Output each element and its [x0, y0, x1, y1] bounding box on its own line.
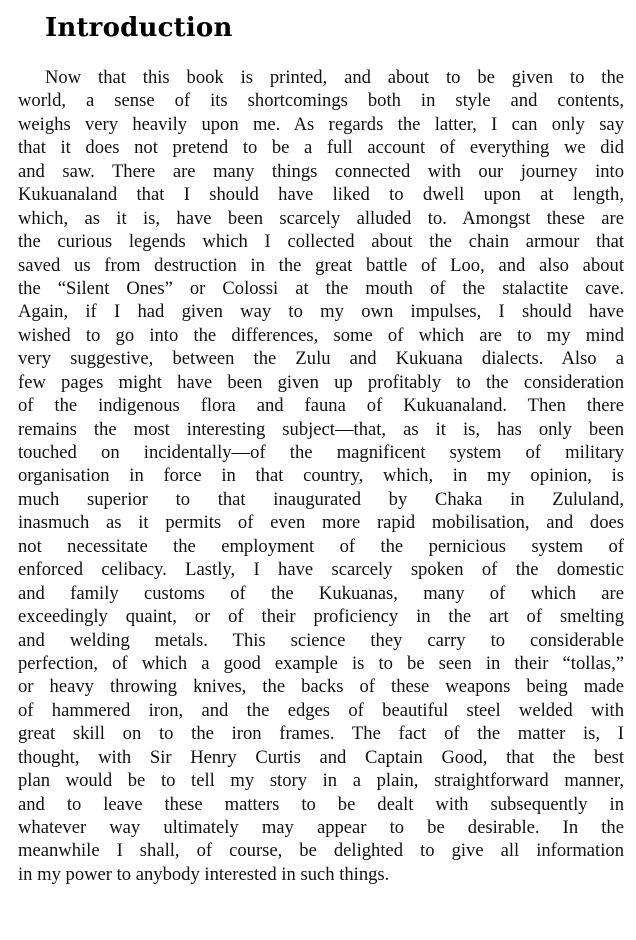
paragraph-line: that it does not pretend to be a full account of everything we did [18, 137, 624, 159]
paragraph-line: and welding metals. This science they carry to considerable [18, 629, 624, 651]
paragraph-line: the curious legends which I collected about the chain armour that [18, 231, 624, 253]
chapter-heading: Introduction [45, 13, 233, 43]
paragraph-line: and family customs of the Kukuanas, many of which are [18, 582, 624, 604]
paragraph-line: weighs very heavily upon me. As regards the latter, I can only say [18, 113, 624, 135]
paragraph-line: Now that this book is printed, and about to be given to the [45, 67, 624, 88]
paragraph-line: which, as it is, have been scarcely alluded to. Amongst these are [18, 207, 624, 229]
paragraph-line: and to leave these matters to be dealt with subsequently in [18, 793, 624, 815]
paragraph-line: saved us from destruction in the great battle of Loo, and also about [18, 254, 624, 276]
paragraph-line: exceedingly quaint, or of their proficiency in the art of smelting [18, 606, 624, 628]
paragraph-line: or heavy throwing knives, the backs of these weapons being made [18, 676, 624, 698]
paragraph-line: much superior to that inaugurated by Chaka in Zululand, [18, 488, 624, 510]
paragraph-line: enforced celibacy. Lastly, I have scarcely spoken of the domestic [18, 559, 624, 581]
paragraph-line: of the indigenous flora and fauna of Kukuanaland. Then there [18, 395, 624, 417]
paragraph-line: great skill on to the iron frames. The fact of the matter is, I [18, 723, 624, 745]
paragraph-line: wished to go into the differences, some of which are to my mind [18, 324, 624, 346]
paragraph-line: and saw. There are many things connected with our journey into [18, 160, 624, 182]
paragraph-line: Again, if I had given way to my own impulses, I should have [18, 301, 624, 323]
paragraph-line: inasmuch as it permits of even more rapid mobilisation, and does [18, 512, 624, 534]
paragraph-line: Kukuanaland that I should have liked to dwell upon at length, [18, 184, 624, 206]
paragraph-line: touched on incidentally—of the magnificent system of military [18, 442, 624, 463]
paragraph-line: the “Silent Ones” or Colossi at the mouth of the stalactite cave. [18, 277, 624, 299]
paragraph-line: thought, with Sir Henry Curtis and Captain Good, that the best [18, 746, 624, 768]
introduction-paragraph [18, 66, 624, 886]
paragraph-line: remains the most interesting subject—that, as it is, has only been [18, 418, 624, 440]
paragraph-line: perfection, of which a good example is to be seen in their “tollas,” [18, 652, 624, 674]
paragraph-line: very suggestive, between the Zulu and Kukuana dialects. Also a [18, 348, 624, 370]
paragraph-line: of hammered iron, and the edges of beautiful steel welded with [18, 699, 624, 721]
paragraph-line: plan would be to tell my story in a plain, straightforward manner, [18, 770, 624, 792]
paragraph-line: organisation in force in that country, which, in my opinion, is [18, 465, 624, 487]
paragraph-line: meanwhile I shall, of course, be delighted to give all information [18, 840, 624, 862]
paragraph-line: whatever way ultimately may appear to be desirable. In the [18, 817, 624, 838]
paragraph-line: few pages might have been given up profitably to the consideration [18, 371, 624, 393]
paragraph-line: in my power to anybody interested in such things. [18, 863, 390, 885]
paragraph-line: not necessitate the employment of the pernicious system of [18, 535, 624, 557]
paragraph-line: world, a sense of its shortcomings both in style and contents, [18, 90, 624, 112]
